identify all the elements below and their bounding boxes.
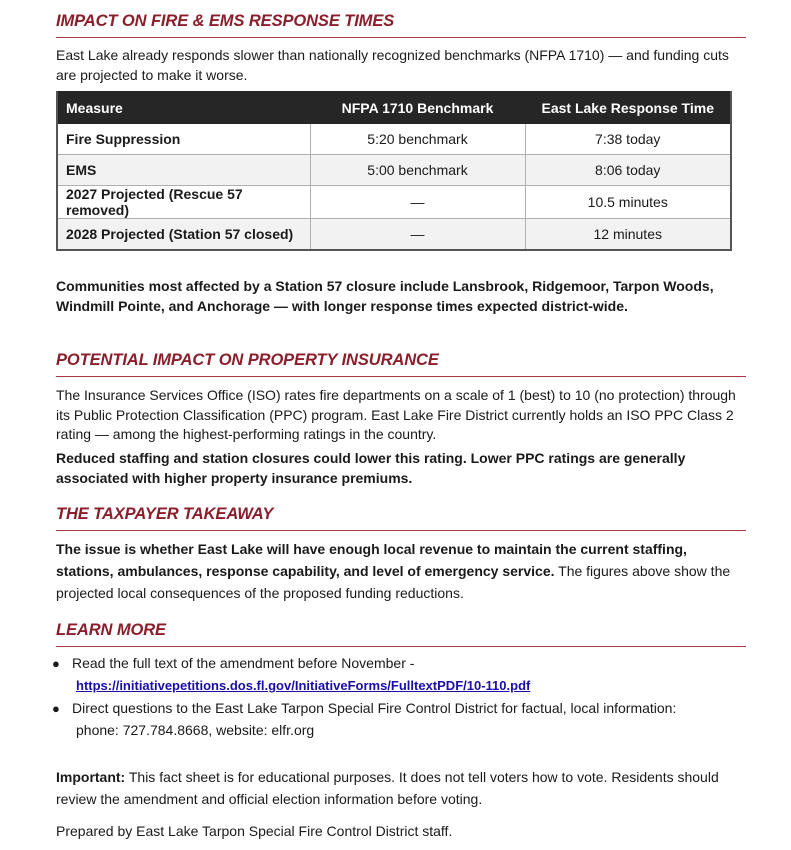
response-times-table xyxy=(56,91,732,251)
bullet-dot-icon: ● xyxy=(52,656,60,671)
fire-intro-text: East Lake already responds slower than nationally recognized benchmarks (NFPA 1710) — and funding cuts are projected to make it worse. xyxy=(56,47,729,83)
taxpayer-rest-text: The figures above show the projected local consequences of the proposed funding reductions. xyxy=(56,563,731,601)
table-cell-benchmark: — xyxy=(310,219,525,250)
important-label: Important: xyxy=(56,769,126,785)
insurance-iso-text: The Insurance Services Office (ISO) rates fire departments on a scale of 1 (best) to 10 (no protection) through its Public Protection Classification (PPC) program. East Lake Fire District currently holds an ISO PPC Class 2 rating — among the highest-performing ratings in the country. xyxy=(56,387,736,442)
section-heading-learn-more: LEARN MORE xyxy=(56,621,746,647)
table-cell-benchmark: — xyxy=(310,186,525,219)
prepared-by-text: Prepared by East Lake Tarpon Special Fire Control District staff. xyxy=(56,823,453,839)
table-row xyxy=(57,219,731,250)
table-cell-benchmark: 5:20 benchmark xyxy=(310,124,525,155)
column-header-benchmark: NFPA 1710 Benchmark xyxy=(310,92,525,124)
table-cell-response: 7:38 today xyxy=(525,124,731,155)
table-row xyxy=(57,124,731,155)
affected-communities-note: Communities most affected by a Station 57 closure include Lansbrook, Ridgemoor, Tarpon Woods, Windmill Pointe, and Anchorage — with longer response times expected district-wide. xyxy=(56,278,714,314)
table-cell-measure: 2028 Projected (Station 57 closed) xyxy=(57,219,310,250)
amendment-pdf-link[interactable]: https://initiativepetitions.dos.fl.gov/InitiativeForms/FulltextPDF/10-110.pdf xyxy=(76,678,531,693)
bullet-amendment xyxy=(52,654,752,698)
table-cell-response: 8:06 today xyxy=(525,155,731,186)
bullet-amendment-text: Read the full text of the amendment before November - xyxy=(72,655,415,671)
table-row xyxy=(57,186,731,219)
table-row xyxy=(57,155,731,186)
bullet-contact xyxy=(52,699,752,743)
table-cell-response: 12 minutes xyxy=(525,219,731,250)
taxpayer-bold-text: The issue is whether East Lake will have enough local revenue to maintain the current staffing, stations, ambulances, response capability, and level of emergency service. xyxy=(56,541,687,579)
important-disclaimer xyxy=(56,766,746,810)
important-text: This fact sheet is for educational purposes. It does not tell voters how to vote. Residents should review the amendment and official election information before voting. xyxy=(56,769,719,807)
column-header-response-time: East Lake Response Time xyxy=(525,92,731,124)
column-header-measure: Measure xyxy=(57,92,310,124)
bullet-dot-icon: ● xyxy=(52,701,60,716)
contact-info: phone: 727.784.8668, website: elfr.org xyxy=(76,722,315,738)
section-heading-insurance: POTENTIAL IMPACT ON PROPERTY INSURANCE xyxy=(56,351,746,377)
section-heading-fire-ems: IMPACT ON FIRE & EMS RESPONSE TIMES xyxy=(56,12,746,38)
table-header-row xyxy=(57,92,731,124)
insurance-warning-text: Reduced staffing and station closures could lower this rating. Lower PPC ratings are generally associated with higher property insurance premiums. xyxy=(56,450,686,486)
table-cell-response: 10.5 minutes xyxy=(525,186,731,219)
table-cell-benchmark: 5:00 benchmark xyxy=(310,155,525,186)
bullet-contact-text: Direct questions to the East Lake Tarpon Special Fire Control District for factual, local information: xyxy=(72,700,677,716)
table-cell-measure: 2027 Projected (Rescue 57 removed) xyxy=(57,186,310,219)
section-heading-taxpayer: THE TAXPAYER TAKEAWAY xyxy=(56,505,746,531)
taxpayer-takeaway-text xyxy=(56,538,746,604)
table-cell-measure: EMS xyxy=(57,155,310,186)
table-cell-measure: Fire Suppression xyxy=(57,124,310,155)
